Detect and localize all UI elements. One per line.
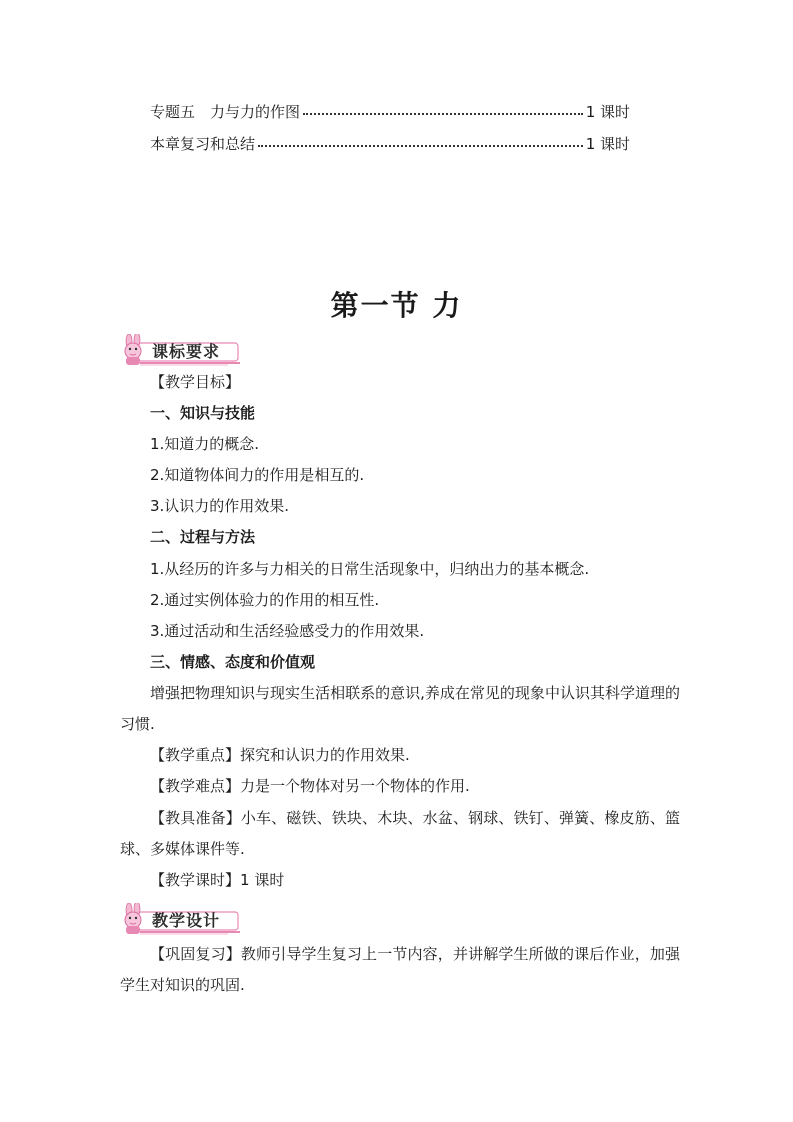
key-points — [120, 740, 680, 771]
list-item: 2.通过实例体验力的作用的相互性. — [150, 591, 380, 609]
materials — [120, 803, 680, 865]
process-heading: 二、过程与方法 — [150, 528, 256, 546]
materials-text: 小车、磁铁、铁块、木块、水盆、钢球、铁钉、弹簧、橡皮筋、篮球、多媒体课件等. — [120, 809, 680, 858]
difficulties-label: 【教学难点】 — [150, 777, 241, 795]
toc-title: 本章复习和总结 — [150, 134, 256, 153]
difficulties-text: 力是一个物体对另一个物体的作用. — [240, 777, 470, 795]
design-banner — [118, 903, 242, 935]
curriculum-banner — [118, 334, 242, 366]
list-item: 1.从经历的许多与力相关的日常生活现象中，归纳出力的基本概念. — [150, 560, 590, 578]
difficulties — [120, 771, 680, 802]
list-item: 3.认识力的作用效果. — [150, 497, 290, 515]
periods-text: 1 课时 — [240, 871, 285, 889]
banner-label: 教学设计 — [152, 911, 221, 930]
attitude-text: 增强把物理知识与现实生活相联系的意识,养成在常见的现象中认识其科学道理的习惯. — [120, 684, 680, 733]
objectives-heading: 【教学目标】 — [150, 373, 241, 391]
toc-leader-dots — [303, 113, 583, 115]
toc-page: 1 课时 — [585, 134, 630, 153]
key-points-label: 【教学重点】 — [150, 746, 241, 764]
review — [120, 939, 680, 1001]
list-item: 1.知道力的概念. — [150, 435, 260, 453]
materials-label: 【教具准备】 — [150, 809, 241, 827]
attitude-heading: 三、情感、态度和价值观 — [150, 653, 316, 671]
periods — [120, 865, 680, 896]
list-item: 3.通过活动和生活经验感受力的作用效果. — [150, 622, 425, 640]
section-title: 第一节 力 — [330, 289, 463, 322]
review-text: 教师引导学生复习上一节内容，并讲解学生所做的课后作业，加强学生对知识的巩固. — [120, 945, 680, 994]
key-points-text: 探究和认识力的作用效果. — [240, 746, 410, 764]
knowledge-heading: 一、知识与技能 — [150, 404, 256, 422]
periods-label: 【教学课时】 — [150, 871, 241, 889]
toc-line — [150, 99, 630, 123]
toc-title: 专题五 力与力的作图 — [150, 102, 301, 121]
banner-label: 课标要求 — [152, 342, 221, 361]
toc-line — [150, 131, 630, 155]
list-item: 2.知道物体间力的作用是相互的. — [150, 466, 365, 484]
review-label: 【巩固复习】 — [150, 945, 241, 963]
toc-leader-dots — [258, 145, 583, 147]
toc-page: 1 课时 — [585, 102, 630, 121]
